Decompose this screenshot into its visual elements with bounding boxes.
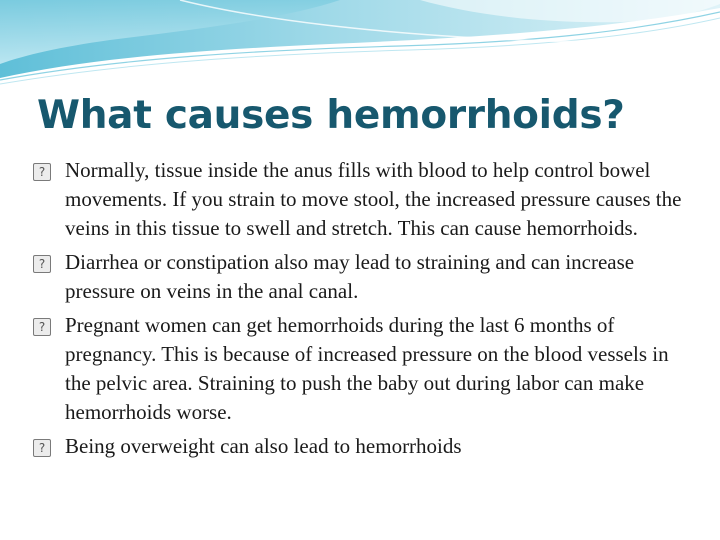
missing-glyph-box-icon: ?	[33, 439, 51, 457]
bullet-text: Being overweight can also lead to hemorrhoids	[65, 434, 462, 458]
bullet-list	[33, 156, 693, 466]
missing-glyph-box-icon: ?	[33, 255, 51, 273]
bullet-item	[33, 311, 693, 427]
header-wave-decoration	[0, 0, 720, 90]
missing-glyph-box-icon: ?	[33, 163, 51, 181]
bullet-item	[33, 156, 693, 243]
bullet-item	[33, 248, 693, 306]
bullet-item	[33, 432, 693, 461]
bullet-text: Normally, tissue inside the anus fills with blood to help control bowel movements. If you strain to move stool, the increased pressure causes the veins in this tissue to swell and stretch. This can cause hemorrhoids.	[65, 158, 682, 240]
slide-title: What causes hemorrhoids?	[37, 93, 625, 138]
bullet-text: Pregnant women can get hemorrhoids during the last 6 months of pregnancy. This is because of increased pressure on the blood vessels in the pelvic area. Straining to push the baby out during labor can make hemorrhoids worse.	[65, 313, 669, 424]
bullet-text: Diarrhea or constipation also may lead to straining and can increase pressure on veins in the anal canal.	[65, 250, 635, 303]
missing-glyph-box-icon: ?	[33, 318, 51, 336]
